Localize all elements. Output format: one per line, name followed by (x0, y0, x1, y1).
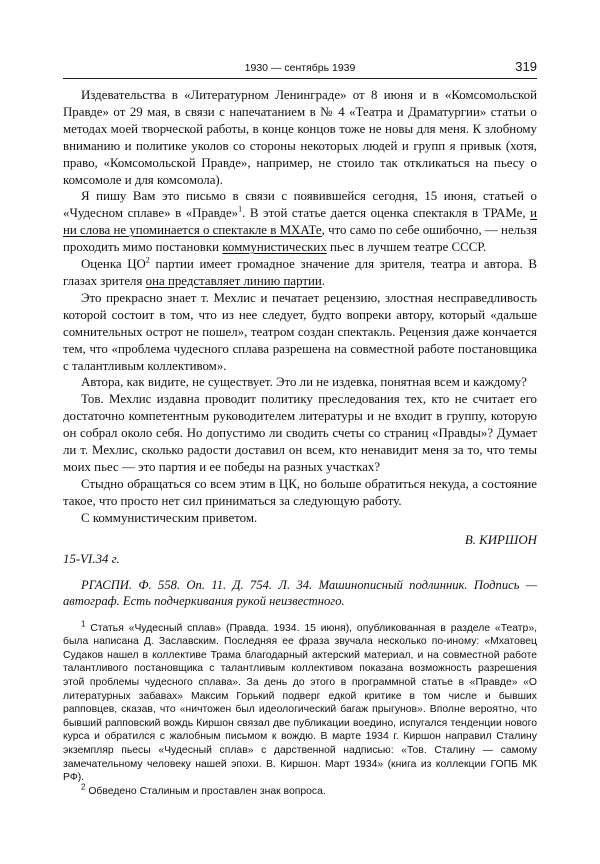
footnote-2-text: Обведено Сталиным и проставлен знак вопроса. (88, 785, 326, 797)
footnote-ref-2: 2 (145, 255, 150, 265)
paragraph-5: Автора, как видите, не существует. Это ли не издевка, понятная всем и каждому? (81, 375, 527, 390)
footnote-1-text: Статья «Чудесный сплав» (Правда. 1934. 15 июня), опубликованная в разделе «Театр», была написана Д. Заславским. Последняя ее фраза звучала несколько по-иному: «Мхатовец Судаков нашел в коллективе Трама благодарный актерский материал, и на совместной работе талантливого постановщика с талантливым коллективом показана возможность разрешения этой проблемы чудесного сплава». За день до этого в программной статье в «Правде» «О литературных забавах» Максим Горький подверг едкой критике в том числе и бывших рапповцев, сказав, что «ничтожен был идеологический багаж прыгунов». Вполне вероятно, что бывший рапповский вождь Киршон связал две публикации воедино, испугался тенденции нового курса и обратился с жалобным письмом к вождю. В марте 1934 г. Киршон направил Сталину экземпляр пьесы «Чудесный сплав» с дарственной надписью: «Тов. Сталину — самому замечательному человеку нашей эпохи. В. Киршон. Март 1934» (книга из коллекции ГОПБ МК РФ). (63, 622, 537, 784)
running-head: 1930 — сентябрь 1939 (244, 62, 356, 74)
signature: В. КИРШОН (464, 532, 537, 547)
underlined-party-line-phrase: она представляет линию партии (145, 273, 322, 288)
letter-body (63, 87, 537, 527)
footnote-2-number: 2 (81, 782, 86, 792)
paragraph-3-part-c: . (321, 273, 326, 288)
paragraph-4: Это прекрасно знает т. Мехлис и печатает рецензию, злостная несправедливость которой состоит в том, что из нее следует, будто вопреки автору, который «дальше сомнительных острот не пошел», театром создан спектакль. Рецензия даже кончается тем, что «проблема чудесного сплава разрешена на совместной работе постановщика с талантливым коллективом». (63, 290, 537, 373)
footnote-1-number: 1 (81, 619, 86, 629)
signature-row (63, 530, 537, 552)
document-page (63, 58, 537, 798)
footnote-1 (63, 619, 537, 785)
footnote-ref-1: 1 (238, 205, 243, 215)
paragraph-2-part-a: Я пишу Вам это письмо в связи с появившейся сегодня, 15 июня, статьей о «Чудесном сплаве» в «Правде» (63, 189, 537, 221)
paragraph-3-part-a: Оценка ЦО (81, 257, 146, 272)
paragraph-6: Тов. Мехлис издавна проводит политику преследования тех, кто не считает его достаточно компетентным руководителем литературы и не входит в группу, которую он собрал около себя. Но допустимо ли сводить счеты со страниц «Правды»? Думает ли т. Мехлис, сколько радости доставил он всем, кто ненавидит меня за то, что темы моих пьес — это партия и ее победы на разных участках? (63, 392, 537, 474)
paragraph-2 (63, 188, 537, 256)
page-header (63, 58, 537, 79)
paragraph-2-part-d: пьес в лучшем театре СССР. (326, 240, 487, 255)
paragraph-2-part-b: . В этой статье дается оценка спектакля в ТРАМе, (242, 206, 531, 221)
paragraph-8: С коммунистическим приветом. (81, 510, 258, 525)
footnote-2 (63, 782, 537, 799)
paragraph-2-part-c: , что само по себе ошибочно, — нельзя проходить мимо постановки (63, 223, 537, 255)
paragraph-3-part-b: партии имеет громадное значение для зрителя, театра и автора. В глазах зрителя (63, 257, 537, 288)
page-number: 319 (515, 59, 537, 74)
letter-date: 15-VI.34 г. (63, 551, 120, 566)
underlined-communist-word: коммунистических (222, 240, 327, 255)
paragraph-3 (63, 256, 537, 290)
paragraph-7: Стыдно обращаться со всем этим в ЦК, но больше обратиться некуда, а состояние такое, что просто нет сил приниматься за следующую работу. (63, 476, 537, 508)
underlined-mkhat-phrase: и ни слова не упоминается о спектакле в МХАТе (63, 206, 538, 238)
archive-source-note: РГАСПИ. Ф. 558. Оп. 11. Д. 754. Л. 34. Машинописный подлинник. Подпись — автограф. Есть подчеркивания рукой неизвестного. (63, 577, 537, 608)
paragraph-1: Издевательства в «Литературном Ленинграде» от 8 июня и в «Комсомольской Правде» от 29 мая, в связи с напечатанием в № 4 «Театра и Драматургии» статьи о методах моей творческой работы, в конце концов тоже не новы для меня. К злобному вниманию и политике уколов со стороны некоторых людей и групп я привык (хотя, право, «Комсомольской Правде», например, не стоило так откликаться на пьесу о комсомоле и для комсомола). (63, 88, 537, 187)
footnotes (63, 619, 537, 799)
